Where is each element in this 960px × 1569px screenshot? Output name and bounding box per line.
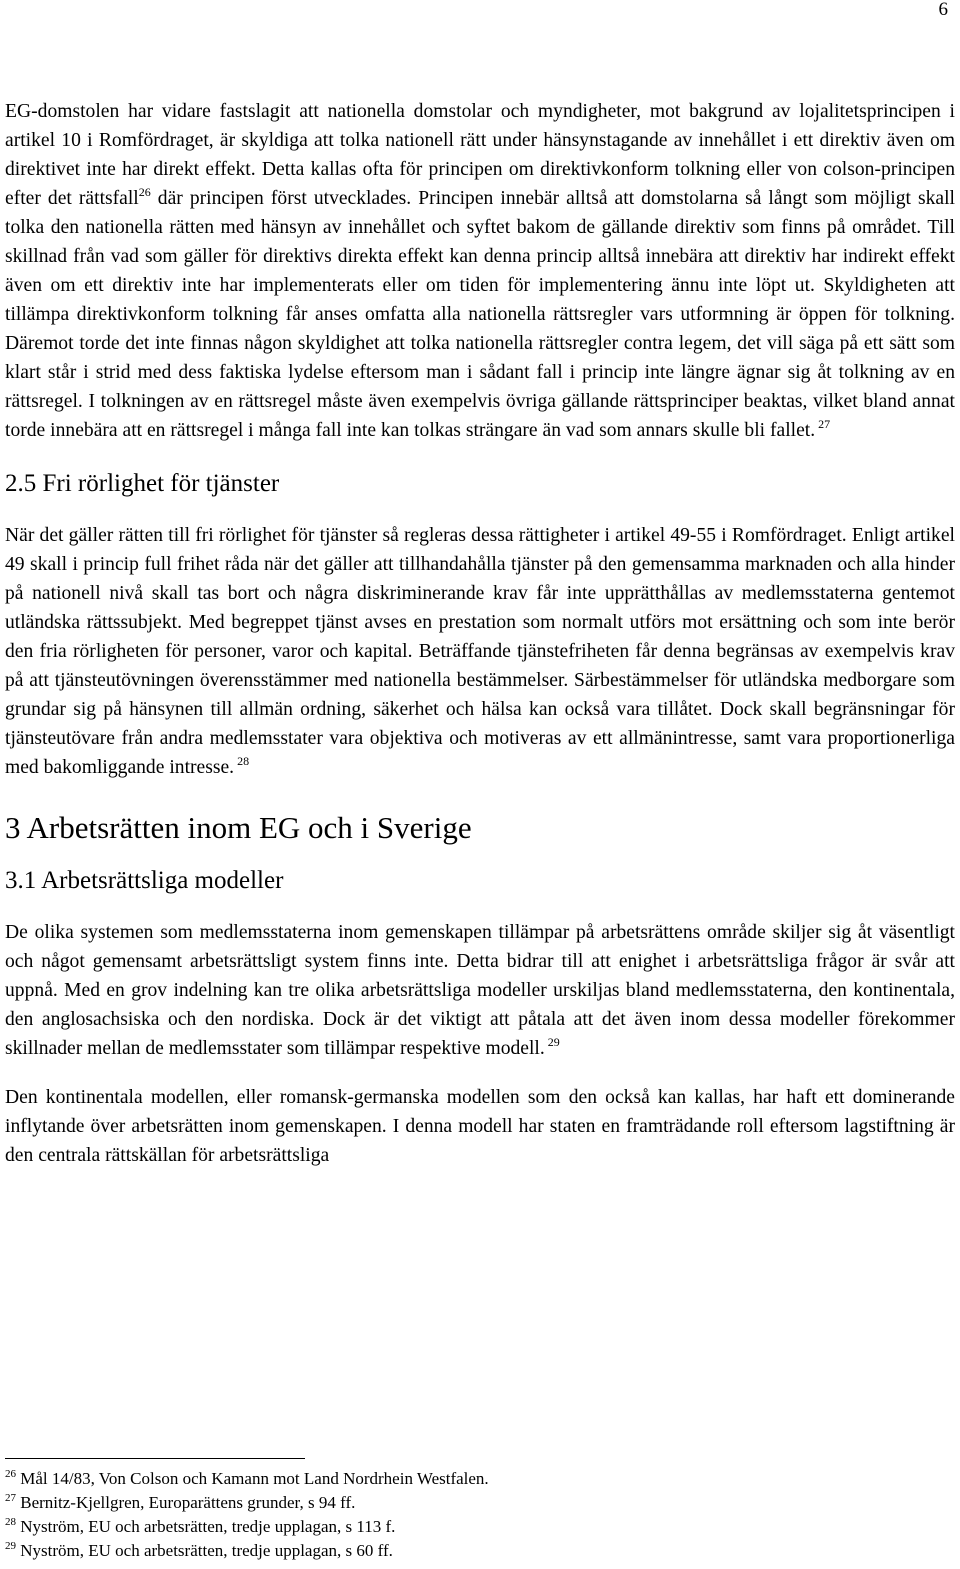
footnote-28 — [5, 1515, 955, 1539]
paragraph-text: EG-domstolen har vidare fastslagit att nationella domstolar och myndigheter, mot bakgrund av lojalitetsprincipen i artikel 10 i Romfördraget, är skyldiga att tolka nationell rätt under hänsynstagande av innehållet i ett direktiv även om direktivet inte har direkt effekt. Detta kallas ofta för principen om direktivkonform tolkning eller von colson-principen efter det rättsfall — [5, 101, 955, 209]
paragraph-text: där principen först utvecklades. Principen innebär alltså att domstolarna så långt som möjligt skall tolka den nationella rätten med hänsyn av innehållet och syftet bakom de gällande direktiv som finns på området. Till skillnad från vad som gäller för direktivs direkta effekt kan denna princip alltså innebära att direktiv har indirekt effekt även om ett direktiv inte har implementerats eller om tiden för implementering ännu inte löpt ut. Skyldigheten att tillämpa direktivkonform tolkning får anses omfatta alla nationella rättsregler vars utformning är öppen för tolkning. Däremot torde det inte finnas någon skyldighet att tolka nationella rättsregler contra legem, det vill säga på ett sätt som klart står i strid med dess faktiska lydelse eftersom man i sådant fall i princip inte längre ägnar sig åt tolkning av en rättsregel. I tolkningen av en rättsregel måste även exempelvis övriga gällande rättsprinciper beaktas, vilket bland annat torde innebära att en rättsregel i många fall inte kan tolkas strängare än vad som annars skulle bli fallet. — [5, 188, 955, 441]
paragraph-fri-rorlighet-tjanster — [5, 521, 955, 782]
footnote-number: 26 — [5, 1468, 16, 1480]
paragraph-kontinentala-modellen — [5, 1083, 955, 1170]
document-body — [5, 97, 955, 1170]
paragraph-direktivkonform-tolkning — [5, 97, 955, 445]
footnotes — [5, 1458, 955, 1563]
paragraph-text: När det gäller rätten till fri rörlighet för tjänster så regleras dessa rättigheter i artikel 49-55 i Romfördraget. Enligt artikel 49 skall i princip full frihet råda när det gäller att tillhandahålla tjänster på den gemensamma marknaden och alla hinder på nationell nivå skall tas bort och några diskriminerande krav får inte upprätthållas av medlemsstaterna gentemot utländska rättssubjekt. Med begreppet tjänst avses en prestation som normalt utförs mot ersättning och som inte berör den fria rörligheten för personer, varor och kapital. Beträffande tjänstefriheten får denna begränsas av exempelvis krav på att tjänsteutövningen överensstämmer med nationella bestämmelser. Särbestämmelser för utländska medborgare som grundar sig på hänsynen till allmän ordning, säkerhet och hälsa kan också vara tillåtet. Dock skall begränsningar för tjänsteutövare från andra medlemsstater vara objektiva och motiveras av ett allmänintresse, samt vara proportionerliga med bakomliggande intresse. — [5, 525, 955, 778]
footnote-26 — [5, 1467, 955, 1491]
footnote-number: 29 — [5, 1540, 16, 1552]
footnote-ref-28[interactable]: 28 — [234, 754, 250, 768]
footnote-27 — [5, 1491, 955, 1515]
chapter-heading-3: 3 Arbetsrätten inom EG och i Sverige — [5, 810, 472, 845]
section-heading-3-1: 3.1 Arbetsrättsliga modeller — [5, 867, 284, 894]
paragraph-arbetsrattsliga-modeller — [5, 918, 955, 1063]
footnote-ref-27[interactable]: 27 — [815, 417, 831, 431]
footnote-number: 28 — [5, 1516, 16, 1528]
footnote-divider — [5, 1458, 305, 1459]
footnote-ref-26[interactable]: 26 — [138, 185, 151, 199]
footnote-ref-29[interactable]: 29 — [544, 1035, 560, 1049]
footnote-text: Nyström, EU och arbetsrätten, tredje upplagan, s 113 f. — [16, 1517, 396, 1536]
paragraph-text: De olika systemen som medlemsstaterna inom gemenskapen tillämpar på arbetsrättens område skiljer sig åt väsentligt och något gemensamt arbetsrättsligt system finns inte. Detta bidrar till att enighet i arbetsrättsliga frågor är svår att uppnå. Med en grov indelning kan tre olika arbetsrättsliga modeller urskiljas bland medlemsstaterna, den kontinentala, den anglosachsiska och den nordiska. Dock är det viktigt att påtala att det även inom dessa modeller förekommer skillnader mellan de medlemsstater som tillämpar respektive modell. — [5, 922, 955, 1059]
section-heading-2-5: 2.5 Fri rörlighet för tjänster — [5, 470, 280, 497]
footnote-text: Mål 14/83, Von Colson och Kamann mot Land Nordrhein Westfalen. — [16, 1469, 489, 1488]
footnote-text: Nyström, EU och arbetsrätten, tredje upplagan, s 60 ff. — [16, 1541, 393, 1560]
footnote-number: 27 — [5, 1492, 16, 1504]
paragraph-text: Den kontinentala modellen, eller romansk-germanska modellen som den också kan kallas, har haft ett dominerande inflytande över arbetsrätten inom gemenskapen. I denna modell har staten en framträdande roll eftersom lagstiftning är den centrala rättskällan för arbetsrättsliga — [5, 1087, 955, 1166]
footnote-text: Bernitz-Kjellgren, Europarättens grunder, s 94 ff. — [16, 1493, 356, 1512]
page-number: 6 — [938, 0, 948, 20]
footnote-29 — [5, 1539, 955, 1563]
